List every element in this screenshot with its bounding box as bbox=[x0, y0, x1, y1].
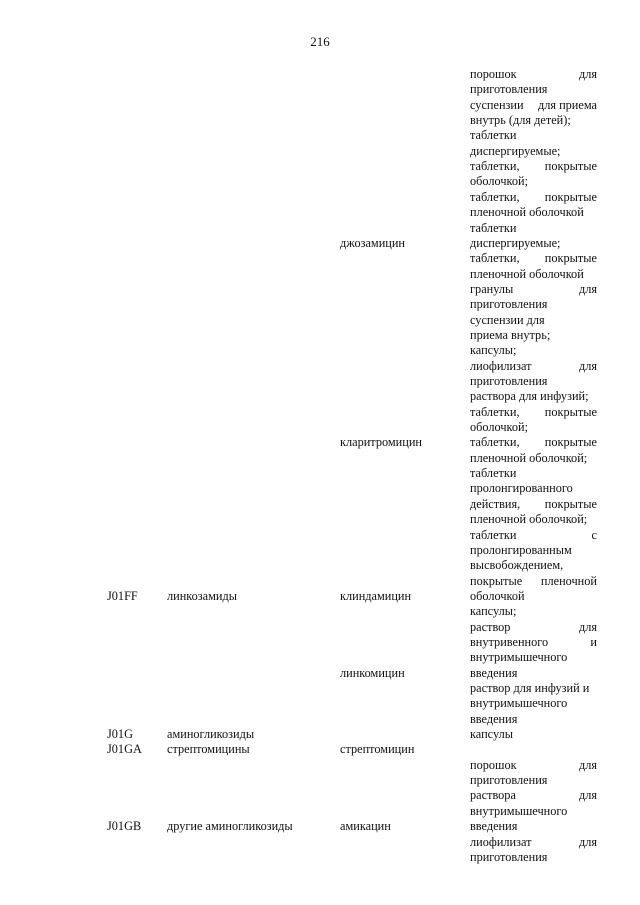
dosage-form-line: пленочной оболочкой; bbox=[470, 512, 588, 527]
dosage-form-line: оболочкой; bbox=[470, 174, 529, 189]
dosage-form-line: суспензии для bbox=[470, 312, 545, 327]
group-name: аминогликозиды bbox=[167, 727, 255, 742]
dosage-form-line: гранулы для bbox=[470, 281, 597, 296]
dosage-form-line: действия, покрытые bbox=[470, 496, 597, 511]
dosage-form-line: введения bbox=[470, 819, 518, 834]
dosage-form-line: внутримышечного bbox=[470, 650, 568, 665]
dosage-form-line: приготовления bbox=[470, 374, 548, 388]
dosage-form-line: капсулы bbox=[470, 727, 513, 742]
atc-code: J01GA bbox=[107, 742, 142, 757]
atc-code: J01GB bbox=[107, 819, 142, 834]
dosage-form-line: введения bbox=[470, 711, 518, 726]
dosage-form-line: приготовления bbox=[470, 82, 548, 97]
dosage-form-line: пленочной оболочкой; bbox=[470, 450, 588, 465]
dosage-form-line: таблетки, покрытые bbox=[470, 189, 597, 204]
drug-name: стрептомицин bbox=[340, 742, 415, 757]
dosage-form-line: таблетки bbox=[470, 220, 517, 235]
dosage-form-line: пролонгированным bbox=[470, 542, 572, 557]
dosage-form-line: капсулы; bbox=[470, 604, 517, 619]
drug-name: линкомицин bbox=[340, 665, 405, 680]
dosage-form-line: капсулы; bbox=[470, 343, 517, 358]
dosage-form-line: таблетки bbox=[470, 128, 517, 143]
atc-code: J01FF bbox=[107, 588, 138, 603]
dosage-form-line: таблетки с bbox=[470, 527, 597, 542]
dosage-form-line: покрытые пленочной bbox=[470, 573, 597, 588]
dosage-form-line: лиофилизат для bbox=[470, 834, 597, 849]
dosage-form-line: раствора для инфузий; bbox=[470, 389, 589, 404]
group-name: стрептомицины bbox=[167, 742, 250, 757]
dosage-form-line: лиофилизат для bbox=[470, 358, 597, 373]
page-number: 216 bbox=[310, 34, 330, 49]
dosage-form-line: раствор для инфузий и bbox=[470, 681, 590, 695]
drug-name: амикацин bbox=[340, 819, 391, 834]
dosage-form-line: суспензии для приема bbox=[470, 97, 597, 112]
dosage-form-line: таблетки bbox=[470, 466, 517, 481]
dosage-form-line: приготовления bbox=[470, 773, 548, 788]
dosage-form-line: диспергируемые; bbox=[470, 235, 561, 250]
dosage-form-line: введения bbox=[470, 665, 518, 680]
dosage-form-line: оболочкой; bbox=[470, 420, 529, 435]
dosage-form-line: таблетки, покрытые bbox=[470, 404, 597, 419]
dosage-form-line: таблетки, покрытые bbox=[470, 159, 597, 174]
atc-code: J01G bbox=[107, 727, 133, 742]
dosage-form-line: внутримышечного bbox=[470, 696, 568, 711]
drug-name: клиндамицин bbox=[340, 588, 412, 603]
group-name: линкозамиды bbox=[167, 588, 237, 603]
dosage-form-line: пленочной оболочкой bbox=[470, 266, 584, 281]
dosage-form-line: внутривенного и bbox=[470, 634, 597, 649]
group-name: другие аминогликозиды bbox=[167, 819, 293, 834]
dosage-form-line: таблетки, покрытые bbox=[470, 251, 597, 266]
dosage-form-line: внутрь (для детей); bbox=[470, 113, 571, 128]
drug-name: кларитромицин bbox=[340, 435, 422, 450]
dosage-form-line: таблетки, покрытые bbox=[470, 435, 597, 450]
dosage-form-line: пролонгированного bbox=[470, 481, 573, 496]
dosage-form-line: приготовления bbox=[470, 297, 548, 312]
dosage-form-line: раствора для bbox=[470, 788, 597, 803]
dosage-form-line: пленочной оболочкой bbox=[470, 205, 584, 220]
dosage-form-line: приготовления bbox=[470, 849, 548, 864]
dosage-form-line: высвобождением, bbox=[470, 558, 564, 573]
dosage-form-line: порошок для bbox=[470, 757, 597, 772]
dosage-form-line: приема внутрь; bbox=[470, 327, 551, 342]
dosage-form-line: порошок для bbox=[470, 67, 597, 81]
drug-name: джозамицин bbox=[340, 235, 406, 250]
dosage-form-line: раствор для bbox=[470, 619, 597, 634]
dosage-form-line: оболочкой bbox=[470, 588, 525, 603]
dosage-form-line: диспергируемые; bbox=[470, 143, 561, 158]
dosage-form-line: внутримышечного bbox=[470, 803, 568, 818]
